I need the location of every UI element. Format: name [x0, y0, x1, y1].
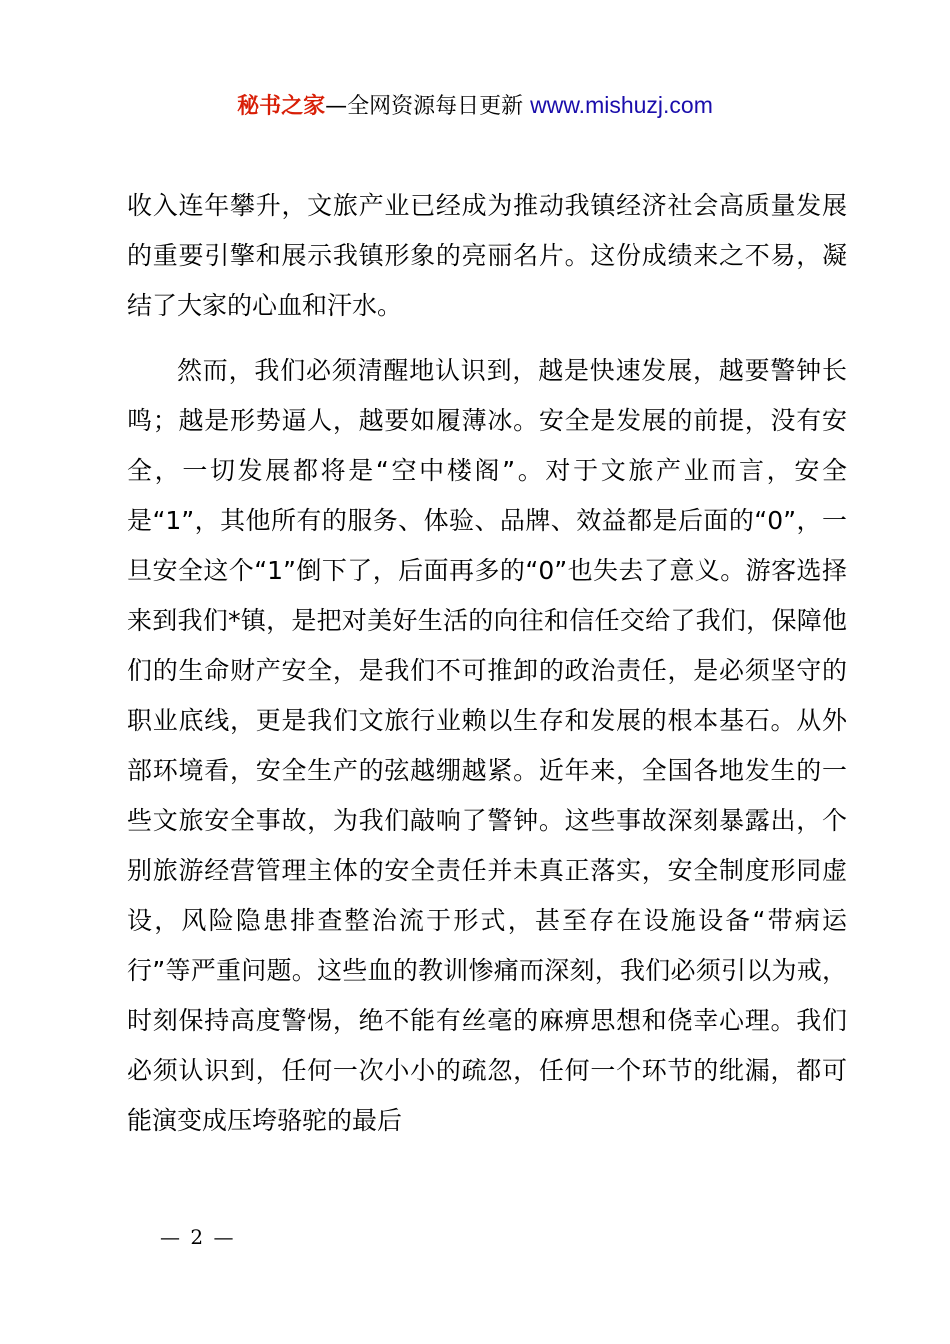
header-tagline: —全网资源每日更新: [325, 94, 531, 119]
page-number: — 2 —: [160, 1225, 236, 1249]
site-header: [0, 88, 950, 124]
brand-name: 秘书之家: [237, 94, 326, 119]
document-body: [127, 181, 847, 1146]
paragraph-continued: 收入连年攀升，文旅产业已经成为推动我镇经济社会高质量发展的重要引擎和展示我镇形象的亮丽名片。这份成绩来之不易，凝结了大家的心血和汗水。: [127, 191, 847, 320]
paragraph-safety: 然而，我们必须清醒地认识到，越是快速发展，越要警钟长鸣；越是形势逼人，越要如履薄冰。安全是发展的前提，没有安全，一切发展都将是“空中楼阁”。对于文旅产业而言，安全是“1”，其他所有的服务、体验、品牌、效益都是后面的“0”，一旦安全这个“1”倒下了，后面再多的“0”也失去了意义。游客选择来到我们*镇，是把对美好生活的向往和信任交给了我们，保障他们的生命财产安全，是我们不可推卸的政治责任，是必须坚守的职业底线，更是我们文旅行业赖以生存和发展的根本基石。从外部环境看，安全生产的弦越绷越紧。近年来，全国各地发生的一些文旅安全事故，为我们敲响了警钟。这些事故深刻暴露出，个别旅游经营管理主体的安全责任并未真正落实，安全制度形同虚设，风险隐患排查整治流于形式，甚至存在设施设备“带病运行”等严重问题。这些血的教训惨痛而深刻，我们必须引以为戒，时刻保持高度警惕，绝不能有丝毫的麻痹思想和侥幸心理。我们必须认识到，任何一次小小的疏忽，任何一个环节的纰漏，都可能演变成压垮骆驼的最后: [127, 356, 847, 1135]
site-url-link[interactable]: www.mishuzj.com: [530, 92, 713, 118]
